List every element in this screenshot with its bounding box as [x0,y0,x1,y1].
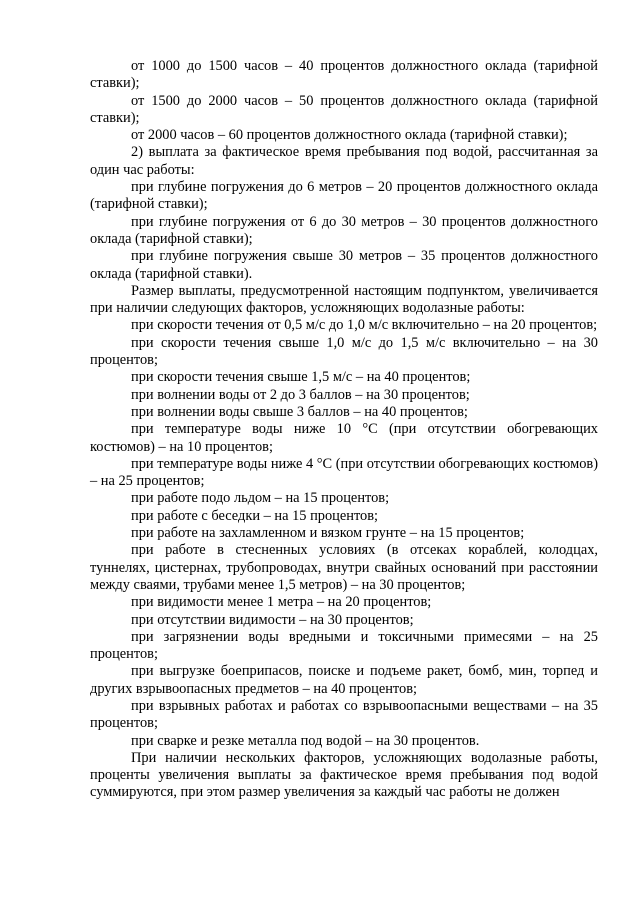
paragraph-temp-4: при температуре воды ниже 4 °С (при отсутствии обогревающих костюмов) – на 25 процентов; [90,455,598,490]
paragraph-depth-6-30: при глубине погружения от 6 до 30 метров – 30 процентов должностного оклада (тарифной ставки); [90,213,598,247]
paragraph-increase-factors: Размер выплаты, предусмотренной настоящим подпунктом, увеличивается при наличии следующих факторов, усложняющих водолазные работы: [90,282,598,317]
paragraph-current-05-10: при скорости течения от 0,5 м/с до 1,0 м/с включительно – на 20 процентов; [131,317,598,334]
paragraph-current-10-15: при скорости течения свыше 1,0 м/с до 1,5 м/с включительно – на 30 процентов; [90,334,598,369]
paragraph-visibility-1m: при видимости менее 1 метра – на 20 процентов; [131,594,432,611]
paragraph-blasting-works: при взрывных работах и работах со взрывоопасными веществами – на 35 процентов; [90,697,598,732]
paragraph-multiple-factors: При наличии нескольких факторов, усложняющих водолазные работы, проценты увеличения выплаты за фактическое время пребывания под водой суммируются, при этом размер увеличения за каждый час работы не должен [90,749,598,801]
paragraph-cluttered-ground: при работе на захламленном и вязком грунте – на 15 процентов; [131,525,525,542]
paragraph-waves-3: при волнении воды свыше 3 баллов – на 40 процентов; [131,403,468,420]
paragraph-underwater-pay: 2) выплата за фактическое время пребывания под водой, рассчитанная за один час работы: [90,144,598,178]
paragraph-hours-1000-1500: от 1000 до 1500 часов – 40 процентов должностного оклада (тарифной ставки); [90,58,598,92]
paragraph-current-15: при скорости течения свыше 1,5 м/с – на 40 процентов; [131,369,471,386]
paragraph-explosives-unloading: при выгрузке боеприпасов, поиске и подъеме ракет, бомб, мин, торпед и других взрывоопасных предметов – на 40 процентов; [90,663,598,697]
paragraph-hours-1500-2000: от 1500 до 2000 часов – 50 процентов должностного оклада (тарифной ставки); [90,92,598,126]
paragraph-temp-10: при температуре воды ниже 10 °С (при отсутствии обогревающих костюмов) – на 10 процентов; [90,421,598,455]
paragraph-waves-2-3: при волнении воды от 2 до 3 баллов – на 30 процентов; [131,386,470,403]
paragraph-depth-6: при глубине погружения до 6 метров – 20 процентов должностного оклада (тарифной ставки); [90,179,598,213]
paragraph-confined-conditions: при работе в стесненных условиях (в отсеках кораблей, колодцах, туннелях, цистернах, трубопроводах, внутри свайных оснований при расстоянии между сваями, трубами менее 1,5 метров) – на 30 процентов; [90,542,598,593]
paragraph-hours-2000: от 2000 часов – 60 процентов должностного оклада (тарифной ставки); [131,127,568,144]
paragraph-platform: при работе с беседки – на 15 процентов; [131,507,379,524]
paragraph-depth-30: при глубине погружения свыше 30 метров – 35 процентов должностного оклада (тарифной ставки). [90,248,598,282]
paragraph-welding: при сварке и резке металла под водой – на 30 процентов. [131,732,480,749]
document-page [90,58,598,802]
paragraph-under-ice: при работе подо льдом – на 15 процентов; [131,490,390,507]
paragraph-no-visibility: при отсутствии видимости – на 30 процентов; [131,611,414,628]
paragraph-polluted-water: при загрязнении воды вредными и токсичными примесями – на 25 процентов; [90,628,598,663]
